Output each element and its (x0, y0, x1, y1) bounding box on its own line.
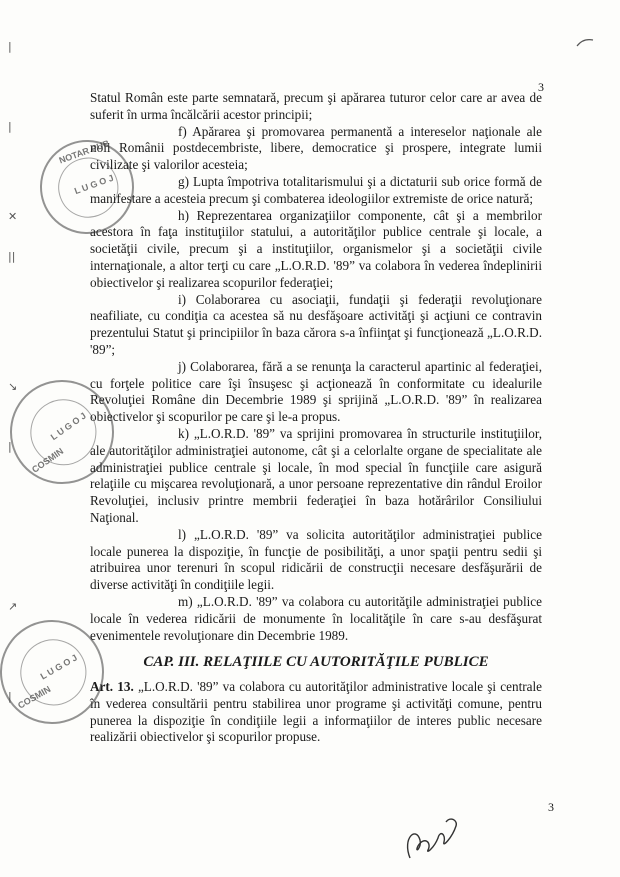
paragraph-k: k) „L.O.R.D. '89” va sprijini promovarea în structurile instituţiilor, ale autorităţilor administraţiei autonome, cât şi a celorlalte organe de specialitate ale administraţiei publice centrale şi locale, în mod special în funcţiile care asigură relaţiile cu mişcarea revoluţionară, a unor persoane reprezentative din rândul Eroilor Revoluţiei, inclusiv printre membrii federaţiei în baza hotărârilor Consiliului Naţional. (90, 425, 542, 525)
paragraph-m: m) „L.O.R.D. '89” va colabora cu autorităţile administraţiei publice locale în vederea ridicării de monumente în localităţile în care s-au desfăşurat evenimentele revoluţionare din Decembrie 1989. (90, 593, 542, 643)
paragraph-continuation: Statul Român este parte semnatară, precum şi apărarea tuturor celor care ar avea de suferit în urma încălcării acestor principii; (90, 90, 542, 122)
signature-icon (398, 808, 468, 868)
article-text: „L.O.R.D. '89” va colabora cu autorităţilor administrative locale şi centrale în vederea consultării pentru stabilirea unor programe şi activităţi comune, pentru punerea la dispoziţie în condiţiile legii a informaţiilor de interes public necesare realizării obiectivelor şi scopurilor propuse. (90, 679, 542, 745)
paragraph-i: i) Colaborarea cu asociaţii, fundaţii şi federaţii revoluţionare neafiliate, cu condiţia ca acestea să nu desfăşoare activităţi şi acţiuni ce contravin prezentului Statut şi principiilor în baza cărora s-a înfiinţat şi funcţionează „L.O.R.D. '89”; (90, 291, 542, 357)
article-13 (90, 679, 542, 746)
left-margin-marks: | | ✕ || ↘ | ↗ | (8, 40, 18, 703)
notary-stamp-top: NOTAR PUB L U G O J (27, 127, 147, 247)
paragraph-h: h) Reprezentarea organizaţiilor componente, cât şi a membrilor acestora în faţa instituţiilor statului, a autorităţilor publice centrale şi locale, a societăţii civile, precum şi a instituţiilor, organismelor şi a societăţii civile internaţionale, a altor terţi cu care „L.O.R.D. '89” va colabora în vederea îndeplinirii obiectivelor şi realizarea scopurilor federaţiei; (90, 207, 542, 290)
chapter-heading: CAP. III. RELAŢIILE CU AUTORITĂŢILE PUBLICE (143, 654, 489, 671)
paragraph-j: j) Colaborarea, fără a se renunţa la caracterul apartinic al federaţiei, cu forţele politice care îşi însuşesc şi acţionează în conformitate cu idealurile Revoluţiei Române din Decembrie 1989 şi sprijină „L.O.R.D. '89” în realizarea obiectivelor şi scopurilor pe care şi le-a propus. (90, 358, 542, 425)
paragraph-g: g) Lupta împotriva totalitarismului şi a dictaturii sub orice formă de manifestare a acesteia precum şi combaterea ideologiilor extremiste de orice natură; (90, 173, 542, 206)
corner-mark-icon (575, 36, 595, 48)
paragraph-l: l) „L.O.R.D. '89” va solicita autorităţilor administraţiei publice locale punerea la dispoziţie, în funcţie de posibilităţi, a unor spaţii pentru sedii şi atribuirea unor terenuri în scopul ridicării de construcţii necesare desfăşurării de diverse activităţi în condiţiile legii. (90, 526, 542, 593)
notary-stamp-middle: COSMIN L U G O J (0, 360, 134, 505)
notary-stamp-bottom: COSMIN L U G O J (0, 601, 123, 743)
paragraph-f: f) Apărarea şi promovarea permanentă a intereselor naţionale ale noii Românii postdecembriste, libere, democratice şi prospere, integrate lumii civilizate şi valorilor acesteia; (90, 123, 542, 173)
document-body (90, 90, 542, 746)
article-label: Art. 13. (90, 679, 134, 695)
page-number-top: 3 (538, 80, 544, 94)
page-number-bottom: 3 (548, 800, 554, 814)
